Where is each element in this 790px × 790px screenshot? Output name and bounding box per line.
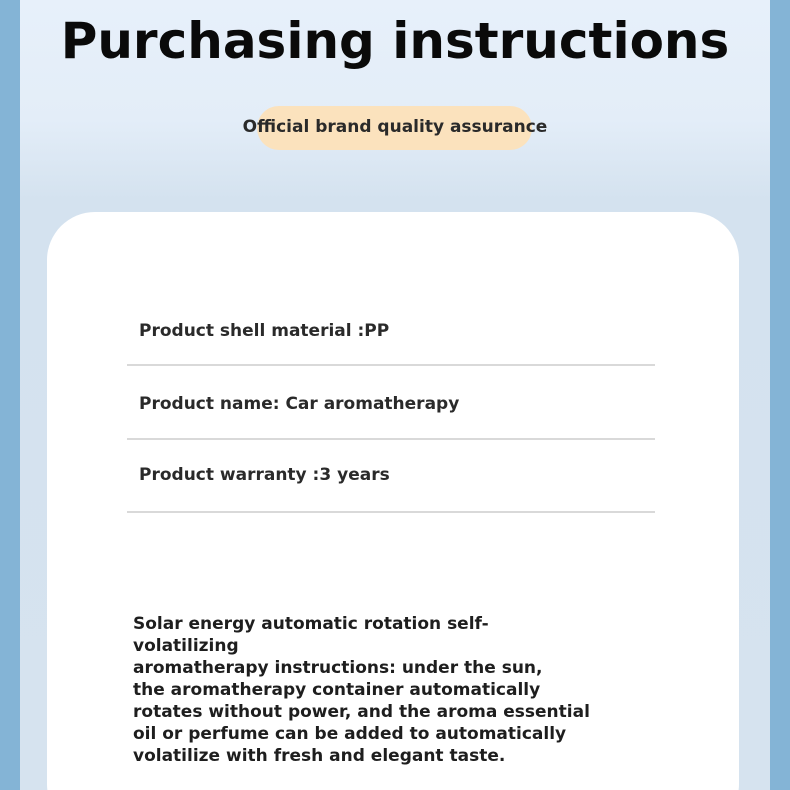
description-line: volatilize with fresh and elegant taste. [133, 746, 506, 766]
spec-warranty-text: Product warranty :3 years [139, 465, 390, 485]
spec-row-warranty [127, 440, 655, 513]
spec-row-material [127, 312, 655, 366]
page-title: Purchasing instructions [60, 12, 730, 70]
spec-card [47, 212, 739, 790]
description-line: oil or perfume can be added to automatically [133, 724, 567, 744]
description-line: rotates without power, and the aroma essential [133, 702, 590, 722]
description-line: Solar energy automatic rotation self-volatilizing [133, 614, 489, 656]
spec-name-text: Product name: Car aromatherapy [139, 394, 460, 414]
product-description [133, 613, 593, 767]
badge-label: Official brand quality assurance [242, 117, 548, 137]
description-line: aromatherapy instructions: under the sun, [133, 658, 543, 678]
description-line: the aromatherapy container automatically [133, 680, 541, 700]
page-panel [20, 0, 770, 790]
spec-material-text: Product shell material :PP [139, 321, 390, 341]
spec-row-name [127, 366, 655, 440]
